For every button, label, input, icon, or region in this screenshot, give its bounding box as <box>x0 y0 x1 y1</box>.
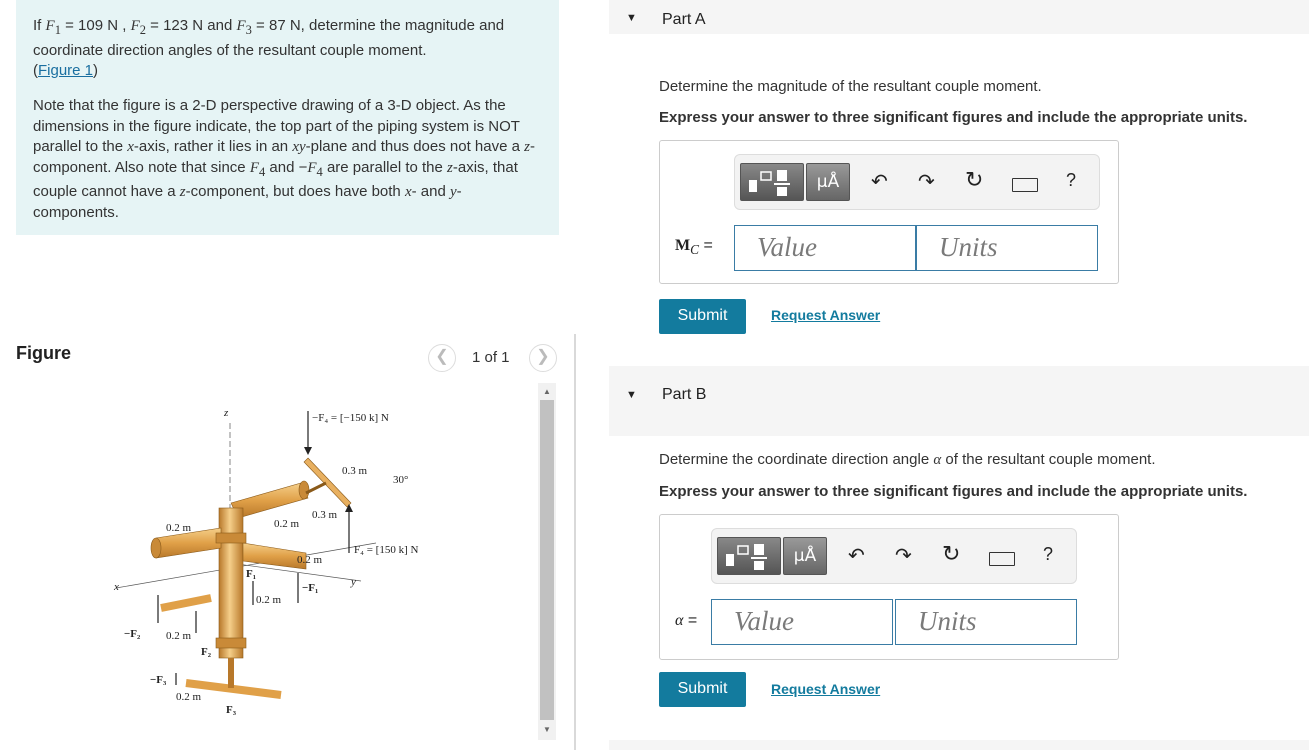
part-b-units-input[interactable]: Units <box>895 599 1077 645</box>
figure-header <box>16 340 559 376</box>
math-x: x <box>127 139 134 155</box>
reset-icon[interactable]: ↻ <box>965 167 984 192</box>
f4-sub: 4 <box>258 164 266 179</box>
help-icon[interactable]: ? <box>1043 544 1054 564</box>
caret-down-icon[interactable]: ▼ <box>626 12 637 24</box>
left-pipe-end <box>151 538 161 558</box>
problem-statement <box>16 0 559 235</box>
f2-symbol: F <box>130 18 140 34</box>
panel-divider <box>574 334 576 750</box>
note-text: - and <box>411 183 450 200</box>
part-a-answer-box <box>659 140 1119 284</box>
note-text: Note that the figure is a 2-D perspective drawing of a 3-D object. As the dimensions in the figure indicate, the top part of the piping system is NOT parallel to the <box>33 97 520 155</box>
part-b-title: Part B <box>662 386 707 403</box>
note-text: and − <box>265 158 308 176</box>
fig-label-dim: 0.3 m <box>312 509 338 521</box>
units-icon[interactable]: μÅ <box>783 537 827 575</box>
fig-label-angle: 30° <box>393 474 409 486</box>
part-b-answer-box <box>659 514 1119 660</box>
f4-symbol: F <box>249 159 259 176</box>
part-b-question <box>659 451 1156 469</box>
paren-open: ( <box>33 62 38 79</box>
fig-label-z: z <box>224 407 229 419</box>
keyboard-icon[interactable] <box>1012 178 1038 192</box>
question-text: of the resultant couple moment. <box>941 451 1156 468</box>
problem-note <box>33 96 538 223</box>
piping-diagram <box>16 383 536 750</box>
figure-scrollbar[interactable] <box>538 383 556 740</box>
part-a-header[interactable] <box>609 0 1309 34</box>
figure-counter: 1 of 1 <box>472 349 510 366</box>
f1-symbol: F <box>45 18 55 34</box>
fig-label-f4: F₄ = [150 k] N <box>354 544 419 556</box>
redo-icon[interactable]: ↷ <box>895 545 912 567</box>
arrowhead <box>304 447 312 455</box>
equals-sign: = <box>683 612 698 629</box>
keyboard-icon[interactable] <box>989 552 1015 566</box>
note-text: -axis, that couple cannot have a <box>33 158 518 200</box>
math-x: x <box>404 184 412 200</box>
fig-label-dim: 0.2 m <box>166 630 192 642</box>
units-icon[interactable]: μÅ <box>806 163 850 201</box>
scroll-down-arrow-icon[interactable]: ▼ <box>543 725 551 734</box>
undo-icon[interactable]: ↶ <box>871 171 888 193</box>
f4-symbol: F <box>307 159 317 176</box>
note-text: are parallel to the <box>322 158 448 176</box>
fig-label-f3: F₃ <box>226 704 237 716</box>
f4-sub: 4 <box>316 164 323 179</box>
f3-symbol: F <box>236 18 246 34</box>
top-pipe-end <box>299 481 309 499</box>
fig-label-negf2: −F₂ <box>124 628 141 640</box>
mc-sub: C <box>690 242 699 258</box>
note-text: -axis, rather it lies in an <box>133 138 293 155</box>
reset-icon[interactable]: ↻ <box>942 541 961 566</box>
part-b-header[interactable] <box>609 366 1309 436</box>
intro-text: If <box>33 17 46 34</box>
fig-label-dim: 0.2 m <box>256 594 282 606</box>
mc-label <box>675 237 713 258</box>
alpha-symbol: α <box>675 612 684 629</box>
help-icon[interactable]: ? <box>1066 170 1077 190</box>
paren-close: ) <box>93 62 99 79</box>
math-z: z <box>179 184 186 200</box>
undo-icon[interactable]: ↶ <box>848 545 865 567</box>
part-a-instruction: Express your answer to three significant figures and include the appropriate units. <box>659 109 1248 126</box>
fig-label-negf4: −F₄ = [−150 k] N <box>312 412 389 424</box>
math-z: z <box>447 159 453 176</box>
math-toolbar <box>711 528 1077 584</box>
part-b-value-input[interactable]: Value <box>711 599 893 645</box>
fig-label-x: x <box>114 581 119 593</box>
part-a-value-input[interactable]: Value <box>734 225 916 271</box>
question-text: Determine the coordinate direction angle <box>659 451 934 468</box>
scroll-thumb[interactable] <box>540 400 554 720</box>
f1-value: = 109 N , <box>60 17 131 34</box>
f3-value: = 87 N, determine the magnitude and coordinate direction angles of the resultant couple moment. <box>33 17 505 59</box>
note-text: -component, but does have both <box>185 183 405 200</box>
fig-label-dim: 0.2 m <box>274 518 300 530</box>
f2-value: = 123 N and <box>145 17 237 34</box>
alpha-label <box>675 612 697 630</box>
math-y: y <box>449 184 457 200</box>
figure-link[interactable]: Figure 1 <box>38 62 94 79</box>
fig-label-dim: 0.2 m <box>297 554 323 566</box>
templates-icon[interactable] <box>717 537 781 575</box>
math-toolbar <box>734 154 1100 210</box>
part-a-question: Determine the magnitude of the resultant couple moment. <box>659 78 1042 95</box>
fig-label-dim: 0.3 m <box>342 465 368 477</box>
fig-label-f2: F₂ <box>201 646 212 658</box>
f1-sub: 1 <box>54 23 61 37</box>
fig-label-negf1: −F₁ <box>302 582 319 594</box>
chevron-right-icon[interactable]: ❯ <box>529 344 557 372</box>
fig-label-dim: 0.2 m <box>176 691 202 703</box>
alpha-symbol: α <box>933 452 942 468</box>
part-a-units-input[interactable]: Units <box>916 225 1098 271</box>
chevron-left-icon[interactable]: ❮ <box>428 344 456 372</box>
mid-handle <box>161 598 211 608</box>
fig-label-negf3: −F₃ <box>150 674 167 686</box>
next-part-header <box>609 740 1309 750</box>
f2-sub: 2 <box>139 23 146 37</box>
figure-image <box>16 383 536 750</box>
f3-sub: 3 <box>245 23 252 37</box>
part-b-instruction: Express your answer to three significant figures and include the appropriate units. <box>659 483 1248 500</box>
figure-title: Figure <box>16 343 72 363</box>
equals-sign: = <box>699 237 713 254</box>
part-b-submit-button[interactable]: Submit <box>659 672 746 707</box>
part-a-submit-button[interactable]: Submit <box>659 299 746 334</box>
redo-icon[interactable]: ↷ <box>918 171 935 193</box>
note-text: -component. Also note that since <box>33 138 535 176</box>
fig-label-dim: 0.2 m <box>166 522 192 534</box>
fig-label-f1: F₁ <box>246 568 257 580</box>
part-b-request-answer-link[interactable]: Request Answer <box>771 681 881 697</box>
part-a-title: Part A <box>662 11 706 28</box>
joint <box>216 533 246 543</box>
problem-intro <box>33 16 538 82</box>
joint <box>216 638 246 648</box>
templates-icon[interactable] <box>740 163 804 201</box>
scroll-up-arrow-icon[interactable]: ▲ <box>543 387 551 396</box>
mc-symbol: M <box>675 237 691 254</box>
math-z: z <box>524 139 530 155</box>
math-xy: xy <box>292 139 306 155</box>
fig-label-y: y <box>351 576 356 588</box>
vertical-pipe <box>219 508 243 658</box>
part-a-request-answer-link[interactable]: Request Answer <box>771 307 881 323</box>
note-text: -components. <box>33 183 462 221</box>
note-text: -plane and thus does not have a <box>305 138 525 155</box>
caret-down-icon[interactable]: ▼ <box>626 389 637 401</box>
